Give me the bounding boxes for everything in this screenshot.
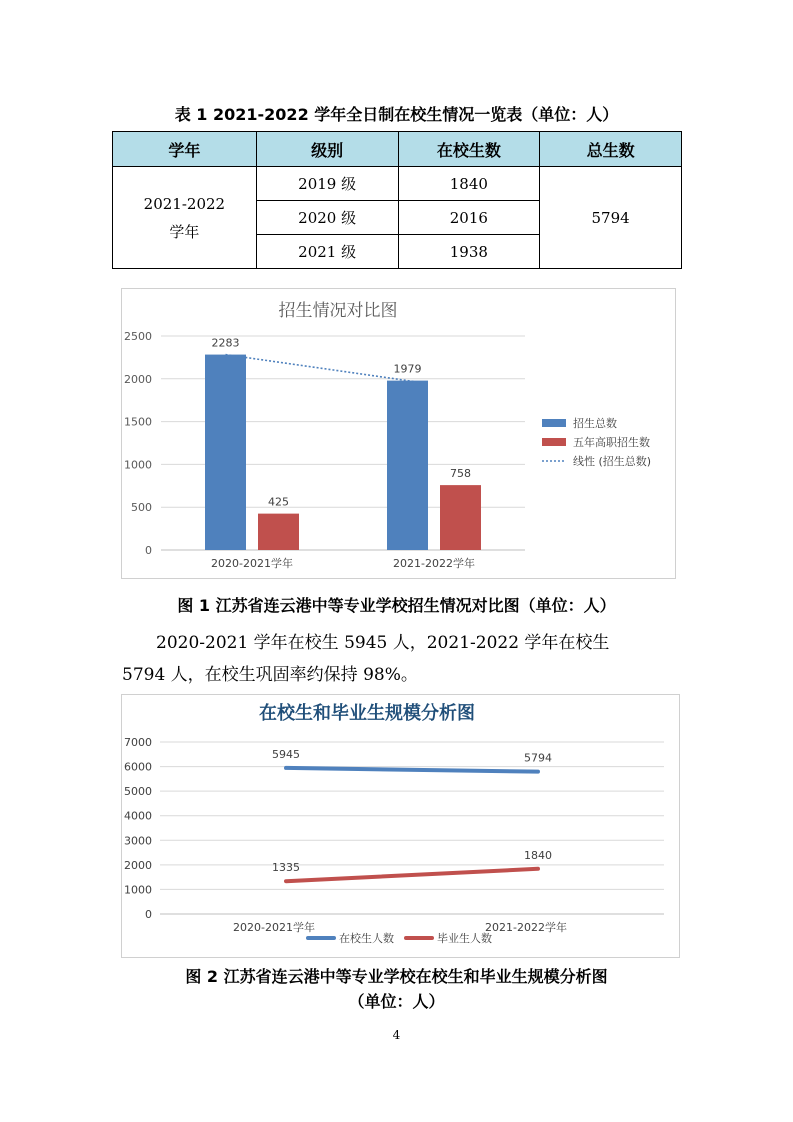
legend-label: 在校生人数 (339, 932, 394, 945)
data-label: 1840 (524, 848, 552, 862)
chart-title: 在校生和毕业生规模分析图 (259, 703, 475, 724)
header-year: 学年 (113, 132, 257, 167)
legend-label: 线性 (招生总数) (573, 455, 652, 468)
bar (387, 381, 428, 550)
retention-paragraph (122, 627, 682, 691)
figure2-caption-line1: 图 2 江苏省连云港中等专业学校在校生和毕业生规模分析图 (185, 967, 608, 986)
chart-title: 招生情况对比图 (278, 301, 398, 321)
x-tick-label: 2021-2022学年 (393, 557, 475, 570)
legend-swatch (542, 419, 566, 427)
count-cell: 1840 (398, 167, 540, 201)
series-line (286, 869, 538, 881)
y-tick-label: 4000 (124, 809, 152, 823)
level-cell: 2021 级 (256, 235, 398, 269)
y-tick-label: 5000 (124, 785, 152, 799)
year-line2: 学年 (169, 222, 200, 241)
bar (258, 514, 299, 550)
y-tick-label: 6000 (124, 760, 152, 774)
figure2-caption-line2: （单位：人） (348, 992, 445, 1011)
table-row (113, 167, 682, 201)
y-tick-label: 0 (145, 908, 152, 921)
series-line (286, 768, 538, 772)
admission-bar-chart (122, 289, 675, 578)
year-cell (113, 167, 257, 269)
figure1-caption: 图 1 江苏省连云港中等专业学校招生情况对比图（单位：人） (177, 596, 616, 615)
y-tick-label: 0 (145, 544, 152, 557)
y-tick-label: 3000 (124, 834, 152, 848)
legend-label: 五年高职招生数 (573, 436, 650, 449)
data-label: 1335 (272, 861, 300, 875)
y-tick-label: 2500 (124, 330, 152, 343)
y-tick-label: 7000 (124, 736, 152, 749)
y-tick-label: 2000 (124, 858, 152, 872)
legend-label: 毕业生人数 (437, 932, 492, 945)
data-label: 425 (268, 495, 289, 509)
y-tick-label: 1500 (124, 415, 152, 429)
table-caption: 表 1 2021-2022 学年全日制在校生情况一览表（单位：人） (174, 105, 619, 124)
admission-chart-frame (121, 288, 676, 579)
enrollment-table (112, 131, 682, 269)
legend-label: 招生总数 (573, 417, 617, 430)
x-tick-label: 2021-2022学年 (485, 921, 567, 934)
level-cell: 2019 级 (256, 167, 398, 201)
total-cell: 5794 (540, 167, 682, 269)
paragraph-line2: 5794 人，在校生巩固率约保持 98%。 (122, 665, 418, 685)
header-level: 级别 (256, 132, 398, 167)
count-cell: 2016 (398, 201, 540, 235)
x-tick-label: 2020-2021学年 (211, 557, 293, 570)
data-label: 1979 (393, 362, 422, 376)
bar (205, 355, 246, 550)
scale-line-chart (122, 695, 679, 957)
y-tick-label: 1000 (124, 458, 152, 472)
x-tick-label: 2020-2021学年 (233, 921, 315, 934)
bar (440, 485, 481, 550)
data-label: 758 (450, 467, 471, 481)
count-cell: 1938 (398, 235, 540, 269)
y-tick-label: 500 (131, 501, 152, 515)
y-tick-label: 1000 (124, 883, 152, 897)
year-line1: 2021-2022 (143, 194, 226, 213)
paragraph-line1: 2020-2021 学年在校生 5945 人，2021-2022 学年在校生 (156, 633, 610, 653)
scale-chart-frame (121, 694, 680, 958)
legend-swatch (542, 438, 566, 446)
data-label: 5945 (272, 747, 300, 761)
header-total: 总生数 (540, 132, 682, 167)
page-number: 4 (392, 1028, 401, 1042)
data-label: 2283 (211, 336, 240, 350)
data-label: 5794 (524, 751, 552, 765)
header-count: 在校生数 (398, 132, 540, 167)
table-header-row (113, 132, 682, 167)
y-tick-label: 2000 (124, 372, 152, 386)
level-cell: 2020 级 (256, 201, 398, 235)
